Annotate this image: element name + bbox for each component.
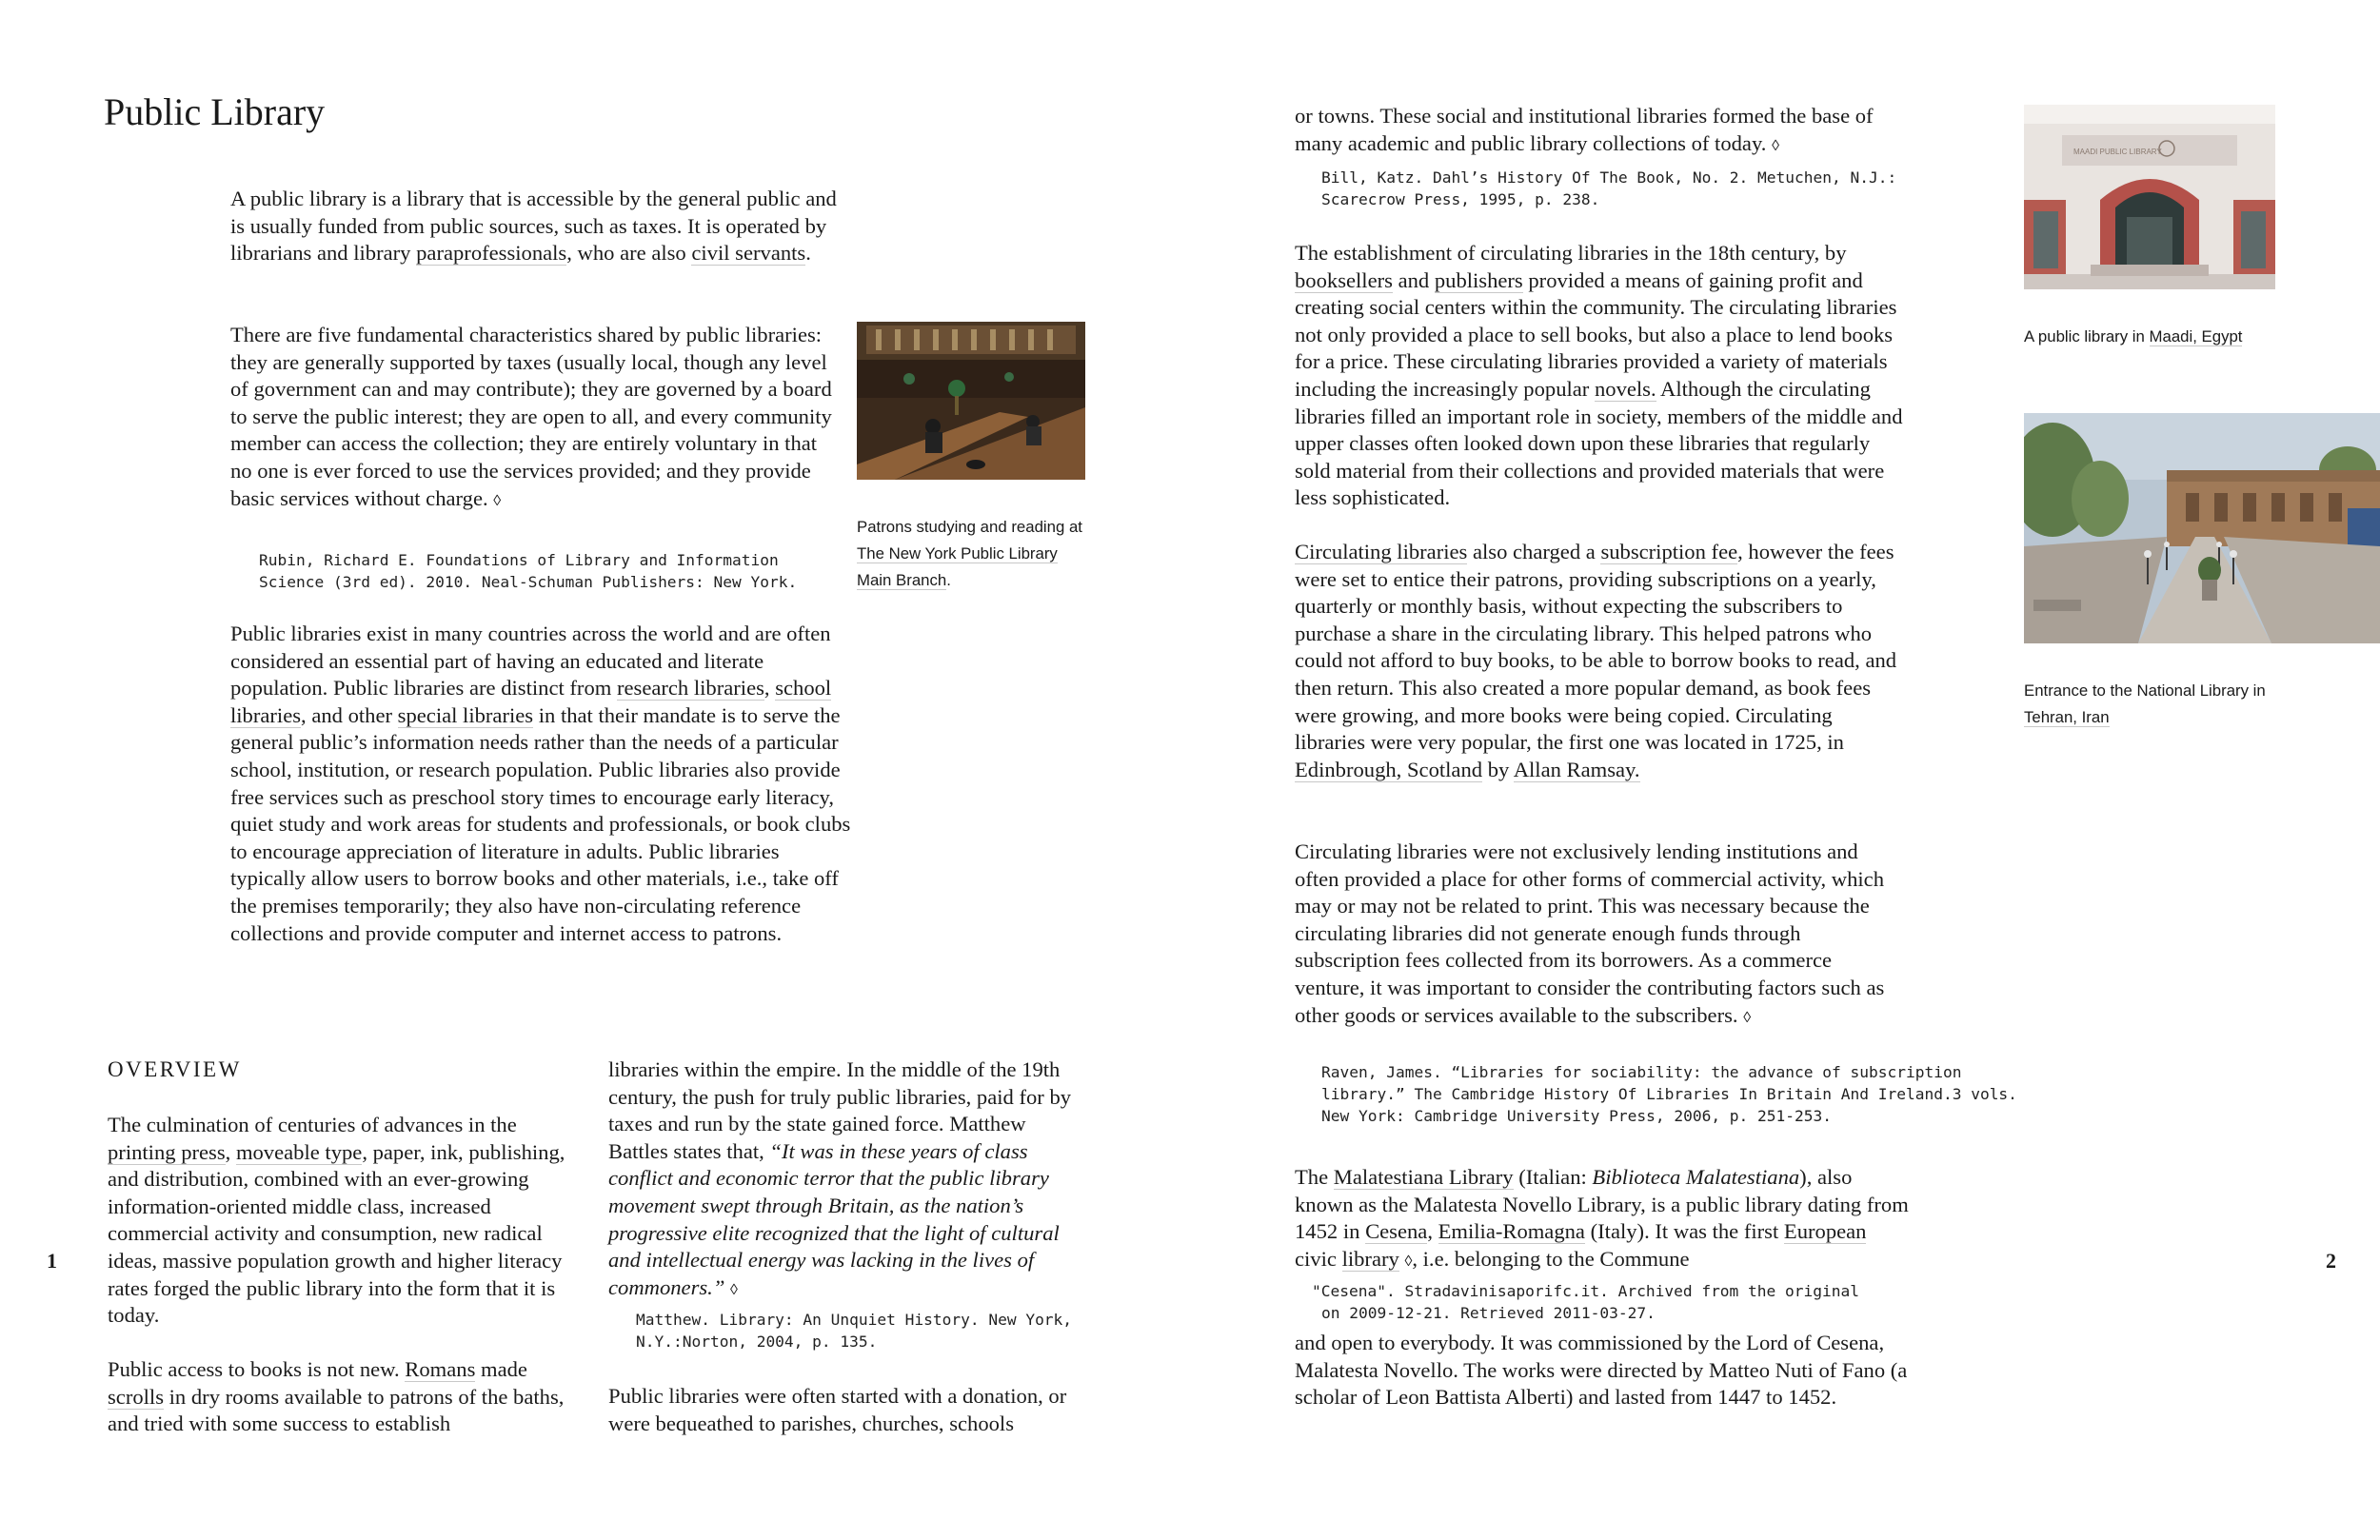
nypl-reading-room-photo	[857, 322, 1085, 480]
link-cesena[interactable]: Cesena	[1365, 1219, 1428, 1244]
intro-paragraph-2: There are five fundamental characteristics shared by public libraries: they are generally supported by taxes (usually local, though any level of government can and may contribute); they are governed by a board to serve the public interest; they are open to all, and every community member can access the collection; they are entirely voluntary in that no one is ever forced to use the services provided; and they provide basic services without charge. ◊	[230, 323, 832, 510]
right-paragraph-3: Circulating libraries were not exclusively lending institutions and often provided a place for other forms of commercial activity, which may or may not be related to print. This was necessary because the circulating libraries did not generate enough funds through subscription fees collected from its borrowers. As a commerce venture, it was important to consider the contributing factors such as other goods or services available to the subscribers. ◊	[1295, 839, 1885, 1027]
overview-column-2-paragraph-1: libraries within the empire. In the middle of the 19th century, the push for truly public libraries, paid for by taxes and run by the state gained force. Matthew Battles states that, “It was in these years of class conflict and economic terror that the public library movement swept through Britain, as the nation’s progressive elite recognized that the light of cultural and intellectual energy was lacking in the lives of commoners.” ◊	[608, 1057, 1072, 1299]
link-booksellers[interactable]: booksellers	[1295, 267, 1393, 292]
page-title: Public Library	[104, 90, 326, 133]
link-civil-servants[interactable]: civil servants	[691, 241, 806, 266]
right-paragraph-4: The Malatestiana Library (Italian: Biblioteca Malatestiana), also known as the Malatesta Novello Library, is a public library dating from 1452 in Cesena, Emilia-Romagna (Italy). It was the first European civic library ◊, i.e. belonging to the Commune	[1295, 1165, 1909, 1271]
right-paragraph-1: The establishment of circulating libraries in the 18th century, by booksellers and publishers provided a means of gaining profit and creating social centers within the community. The circulating libraries not only provided a place to sell books, but also a place to lend books for a price. These circulating libraries provided a variety of materials including the increasingly popular novels. Although the circulating libraries filled an important role in society, members of the middle and upper classes often looked down upon these libraries that regularly sold material from their collections and provided materials that were less sophisticated.	[1295, 241, 1903, 510]
link-tehran-iran[interactable]: Tehran, Iran	[2024, 708, 2110, 726]
citation-rubin: Rubin, Richard E. Foundations of Library and Information Science (3rd ed). 2010. Neal-Schuman Publishers: New York.	[259, 551, 798, 591]
section-heading-overview: OVERVIEW	[108, 1057, 242, 1081]
tehran-national-library-photo	[2024, 413, 2380, 643]
right-paragraph-5: and open to everybody. It was commissioned by the Lord of Cesena, Malatesta Novello. The works were directed by Matteo Nuti of Fano (a scholar of Leon Battista Alberti) and lasted from 1447 to 1452.	[1295, 1331, 1908, 1410]
link-novels[interactable]: novels.	[1594, 376, 1656, 401]
link-moveable-type[interactable]: moveable type	[235, 1139, 363, 1164]
footnote-marker[interactable]: ◊	[730, 1281, 738, 1298]
footnote-marker[interactable]: ◊	[493, 492, 502, 509]
page-number-left: 1	[47, 1249, 57, 1273]
link-edinbrough-scotland[interactable]: Edinbrough, Scotland	[1295, 757, 1483, 781]
figure-caption-maadi: A public library in Maadi, Egypt	[2024, 327, 2243, 346]
right-paragraph-0: or towns. These social and institutional libraries formed the base of many academic and public library collections of today. ◊	[1295, 104, 1874, 155]
figure-caption-nypl: Patrons studying and reading at The New York Public Library Main Branch.	[857, 518, 1082, 589]
maadi-library-photo	[2024, 105, 2275, 289]
citation-battles: Matthew. Library: An Unquiet History. New York, N.Y.:Norton, 2004, p. 135.	[636, 1311, 1073, 1351]
link-romans[interactable]: Romans	[405, 1357, 476, 1381]
link-publishers[interactable]: publishers	[1434, 267, 1523, 292]
link-paraprofessionals[interactable]: paraprofessionals	[416, 241, 567, 266]
link-printing-press[interactable]: printing press	[108, 1139, 226, 1164]
link-special-libraries[interactable]: special libraries	[397, 702, 534, 727]
right-paragraph-2: Circulating libraries also charged a subscription fee, however the fees were set to entice their patrons, providing subscriptions on a yearly, quarterly or monthly basis, without expecting the subscribers to purchase a share in the circulating library. This helped patrons who could not afford to buy books, to be able to borrow books to read, and then return. This also created a more popular demand, as book fees were growing, and more books were being copied. Circulating libraries were very popular, the first one was located in 1725, in Edinbrough, Scotland by Allan Ramsay.	[1295, 540, 1897, 781]
intro-paragraph-3: Public libraries exist in many countries across the world and are often considered an essential part of having an educated and literate population. Public libraries are distinct from research libraries, school libraries, and other special libraries in that their mandate is to serve the general public’s information needs rather than the needs of a particular school, institution, or research population. Public libraries also provide free services such as preschool story times to encourage early literacy, quiet study and work areas for students and professionals, or book clubs to encourage appreciation of literature in adults. Public libraries typically allow users to borrow books and other materials, i.e., take off the premises temporarily; they also have non-circulating reference collections and provide computer and internet access to patrons.	[230, 622, 851, 945]
link-nypl-main-branch[interactable]: The New York Public Library Main Branch	[857, 544, 1058, 589]
intro-paragraph-1: A public library is a library that is accessible by the general public and is usually funded from public sources, such as taxes. It is operated by librarians and library paraprofessionals, who are also civil servants.	[230, 187, 837, 266]
footnote-marker[interactable]: ◊	[1743, 1009, 1752, 1026]
link-scrolls[interactable]: scrolls	[108, 1384, 164, 1409]
overview-column-2-paragraph-2: Public libraries were often started with a donation, or were bequeathed to parishes, churches, schools	[608, 1384, 1067, 1435]
link-research-libraries[interactable]: research libraries	[616, 676, 764, 701]
battles-quote: “It was in these years of class conflict and economic terror that the public library movement swept through Britain, as the nation’s progressive elite recognized that the light of cultural and intellectual energy was lacking in the lives of commoners.”	[608, 1138, 1060, 1299]
maadi-sign-text: MAADI PUBLIC LIBRARY	[2073, 148, 2162, 156]
citation-cesena: "Cesena". Stradavinisaporifc.it. Archived from the original on 2009-12-21. Retrieved 2011-03-27.	[1312, 1282, 1859, 1322]
link-school-libraries[interactable]: school libraries	[230, 676, 832, 727]
link-malatestiana-library[interactable]: Malatestiana Library	[1333, 1165, 1514, 1189]
figure-caption-tehran: Entrance to the National Library in Tehran, Iran	[2024, 681, 2266, 726]
link-subscription-fee[interactable]: subscription fee	[1600, 540, 1738, 563]
footnote-marker[interactable]: ◊	[1772, 137, 1779, 154]
link-circulating-libraries[interactable]: Circulating libraries	[1295, 540, 1468, 563]
citation-raven: Raven, James. “Libraries for sociability: the advance of subscription library.” The Cambridge History Of Libraries In Britain And Ireland.3 vols. New York: Cambridge University Press, 2006, p. 251-253.	[1321, 1063, 2017, 1125]
link-allan-ramsay[interactable]: Allan Ramsay.	[1513, 757, 1640, 781]
link-european[interactable]: European	[1783, 1219, 1867, 1244]
page-number-right: 2	[2326, 1249, 2336, 1273]
footnote-marker[interactable]: ◊	[1404, 1253, 1413, 1270]
link-emilia-romagna[interactable]: Emilia-Romagna	[1438, 1219, 1585, 1244]
link-library[interactable]: library	[1341, 1246, 1399, 1271]
citation-katz: Bill, Katz. Dahl’s History Of The Book, No. 2. Metuchen, N.J.: Scarecrow Press, 1995, p. 238.	[1321, 168, 1897, 208]
overview-paragraph-1: The culmination of centuries of advances in the printing press, moveable type, paper, ink, publishing, and distribution, combined with an ever-growing information-oriented middle class, increased commercial activity and consumption, new radical ideas, massive population growth and higher literacy rates forged the public library into the form that it is today.	[108, 1113, 565, 1328]
link-maadi-egypt[interactable]: Maadi, Egypt	[2149, 327, 2243, 346]
overview-paragraph-2: Public access to books is not new. Romans made scrolls in dry rooms available to patrons of the baths, and tried with some success to establish	[108, 1357, 565, 1436]
